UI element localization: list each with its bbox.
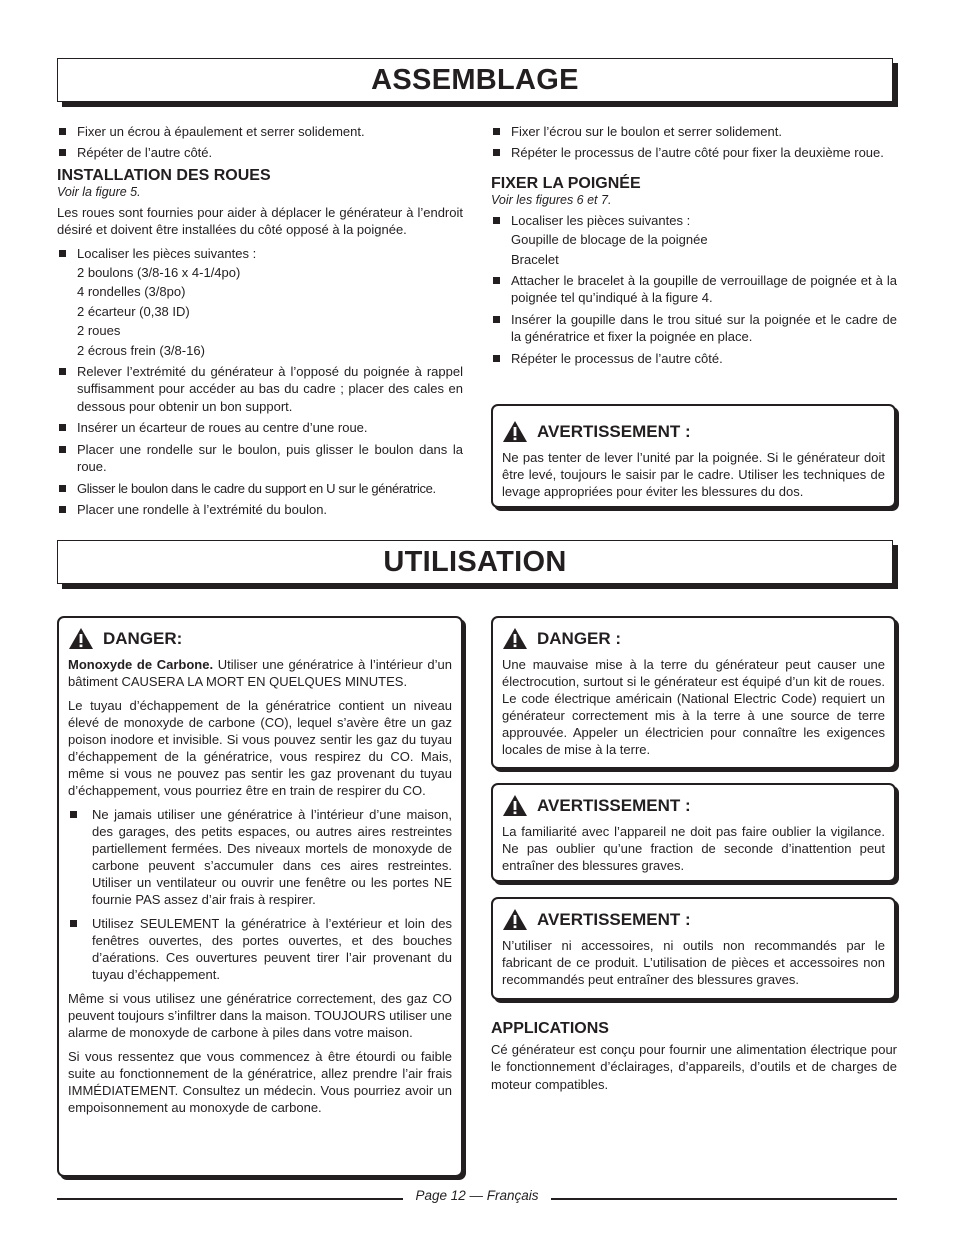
warning-text: N’utiliser ni accessoires, ni outils non recommandés par le fabricant de ce produit. L’utilisation de pièces et accessoires non recommandés peut entraîner des blessures graves. — [502, 938, 885, 987]
list-item: Placer une rondelle sur le boulon, puis glisser le boulon dans la roue. — [57, 441, 463, 476]
footer-text-wrap — [57, 1188, 897, 1203]
paragraph: Même si vous utilisez une génératrice correctement, des gaz CO peuvent toujours s’infiltrer dans la maison. TOUJOURS utiliser une alarme de monoxyde de carbone à piles dans votre maison. — [68, 991, 452, 1040]
warning-box-lifting — [491, 404, 896, 508]
list-item — [57, 245, 463, 359]
wheel-steps-list — [57, 245, 463, 519]
page-footer — [57, 1186, 897, 1206]
warning-header — [502, 908, 885, 931]
warning-text: La familiarité avec l’appareil ne doit pas faire oublier la vigilance. Ne pas oublier qu’une fraction de seconde d’inattention peut entraîner des blessures graves. — [502, 824, 885, 873]
part-item: 2 écrous frein (3/8-16) — [77, 342, 205, 358]
heading-installation-roues: INSTALLATION DES ROUES — [57, 166, 271, 184]
locate-parts-text: Localiser les pièces suivantes : — [77, 245, 257, 261]
list-item: Placer une rondelle à l’extrémité du boulon. — [57, 501, 463, 518]
part-item: Bracelet — [511, 251, 559, 267]
danger-text: Une mauvaise mise à la terre du générateur peut causer une électrocution, surtout si le générateur est équipé d’un kit de roues. Le code électrique américain (National Electric Code) requiert un générateur correctement mis à la terre à une source de terre approuvée. Appeler un électricien pour connaître les exigences locales de mise à la terre. — [502, 657, 885, 757]
list-item: Fixer un écrou à épaulement et serrer solidement. — [57, 123, 463, 140]
figure-reference: Voir la figure 5. — [57, 184, 141, 199]
paragraph: Le tuyau d’échappement de la génératrice contient un niveau élevé de monoxyde de carbone (CO), lequel s’avère être un gaz poison inodore et invisible. Si vous pouvez sentir les gaz du tuyau d’échappement de la génératrice, vous respirez du CO. Mais, même si vous ne pouvez pas sentir les gaz provenant du tuyau d’échappement, vous pourriez être en train de respirer du CO. — [68, 698, 452, 798]
warning-triangle-icon — [502, 794, 528, 817]
warning-triangle-icon — [502, 627, 528, 650]
warning-text: Ne pas tenter de lever l’unité par la poignée. Si le générateur doit être levé, toujours le saisir par le cadre. Utiliser les techniques de levage appropriées pour éviter les blessures du dos. — [502, 450, 885, 499]
warning-header — [502, 420, 885, 443]
list-item: Insérer la goupille dans le trou situé sur la poignée et le cadre de la génératrice et fixer la poignée en place. — [491, 311, 897, 346]
part-item: 4 rondelles (3/8po) — [77, 284, 186, 300]
danger-box-carbon-monoxide — [57, 616, 463, 1177]
figure-reference: Voir les figures 6 et 7. — [491, 192, 612, 207]
part-item: Goupille de blocage de la poignée — [511, 232, 708, 248]
warning-title: AVERTISSEMENT : — [537, 796, 691, 815]
paragraph: Cé générateur est conçu pour fournir une alimentation électrique pour le fonctionnement d’éclairages, d’appareils, d’outils et de charges de moteur compatibles. — [491, 1042, 897, 1092]
section-title-assemblage: ASSEMBLAGE — [57, 58, 893, 102]
assembly-right-column — [491, 123, 897, 371]
part-item: 2 boulons (3/8-16 x 4-1/4po) — [77, 265, 241, 281]
list-item: Utilisez SEULEMENT la génératrice à l’extérieur et loin des fenêtres ouvertes, des portes ouvertes, et des bouches d’aérations. Ces ouvertures peuvent tirer l’air provenant du tuyau d’échappement. — [68, 915, 452, 983]
heading-fixer-poignee: FIXER LA POIGNÉE — [491, 174, 641, 192]
danger-box-grounding — [491, 616, 896, 769]
locate-parts-text: Localiser les pièces suivantes : — [511, 212, 691, 228]
list-item: Glisser le boulon dans le cadre du support en U sur le génératrice. — [57, 480, 463, 497]
danger-lead-bold: Monoxyde de Carbone. — [68, 657, 214, 672]
danger-lead-text: Utiliser une génératrice à l’intérieur d’un bâtiment CAUSERA LA MORT EN QUELQUES MINUTES. — [68, 657, 452, 689]
applications-section — [491, 1015, 897, 1099]
danger-title: DANGER : — [537, 629, 622, 648]
assembly-left-column — [57, 123, 463, 522]
danger-header — [502, 627, 885, 650]
warning-box-accessories — [491, 897, 896, 1000]
warning-title: AVERTISSEMENT : — [537, 910, 691, 929]
list-item: Répéter le processus de l’autre côté pour fixer la deuxième roue. — [491, 144, 897, 161]
part-item: 2 écarteur (0,38 ID) — [77, 303, 190, 319]
warning-title: AVERTISSEMENT : — [537, 422, 691, 441]
warning-triangle-icon — [68, 627, 94, 650]
list-item — [491, 212, 897, 268]
list-item: Fixer l’écrou sur le boulon et serrer solidement. — [491, 123, 897, 140]
heading-applications: APPLICATIONS — [491, 1020, 609, 1037]
page-number: Page 12 — Français — [403, 1188, 550, 1203]
danger-title: DANGER: — [103, 629, 183, 648]
list-item: Attacher le bracelet à la goupille de verrouillage de poignée et à la poignée tel qu’indiqué à la figure 4. — [491, 272, 897, 307]
intro-bullets-right — [491, 123, 897, 162]
list-item: Relever l’extrémité du générateur à l’opposé du poignée à rappel suffisamment pour accéder au bas du cadre ; placer des cales en dessous pour obtenir un bon support. — [57, 363, 463, 415]
paragraph: Les roues sont fournies pour aider à déplacer le générateur à l’endroit désiré et doivent être installées du côté opposé à la poignée. — [57, 204, 463, 238]
list-item: Répéter le processus de l’autre côté. — [491, 350, 897, 367]
list-item: Répéter de l’autre côté. — [57, 144, 463, 161]
paragraph: Si vous ressentez que vous commencez à être étourdi ou faible suite au fonctionnement de la génératrice, allez prendre l’air frais IMMÉDIATEMENT. Consultez un médecin. Vous pourriez avoir un empoisonnement au monoxyde de carbone. — [68, 1049, 452, 1115]
danger-bullets — [68, 806, 452, 983]
handle-steps-list — [491, 212, 897, 367]
warning-triangle-icon — [502, 908, 528, 931]
list-item: Insérer un écarteur de roues au centre d’une roue. — [57, 419, 463, 436]
danger-lead — [68, 656, 452, 690]
intro-bullets-left — [57, 123, 463, 162]
section-title-utilisation: UTILISATION — [57, 540, 893, 584]
warning-header — [502, 794, 885, 817]
part-item: 2 roues — [77, 323, 121, 339]
warning-triangle-icon — [502, 420, 528, 443]
warning-box-vigilance — [491, 783, 896, 882]
list-item: Ne jamais utiliser une génératrice à l’intérieur d’une maison, des garages, des petits espaces, ou autres aires restreintes partiellement fermées. Des niveaux mortels de monoxyde de carbone peuvent s’accumuler dans ces aires restreintes. Utiliser un ventilateur ou ouvrir une fenêtre ou les portes NE fournie PAS assez d’air frais à respirer. — [68, 806, 452, 908]
danger-header — [68, 627, 452, 650]
